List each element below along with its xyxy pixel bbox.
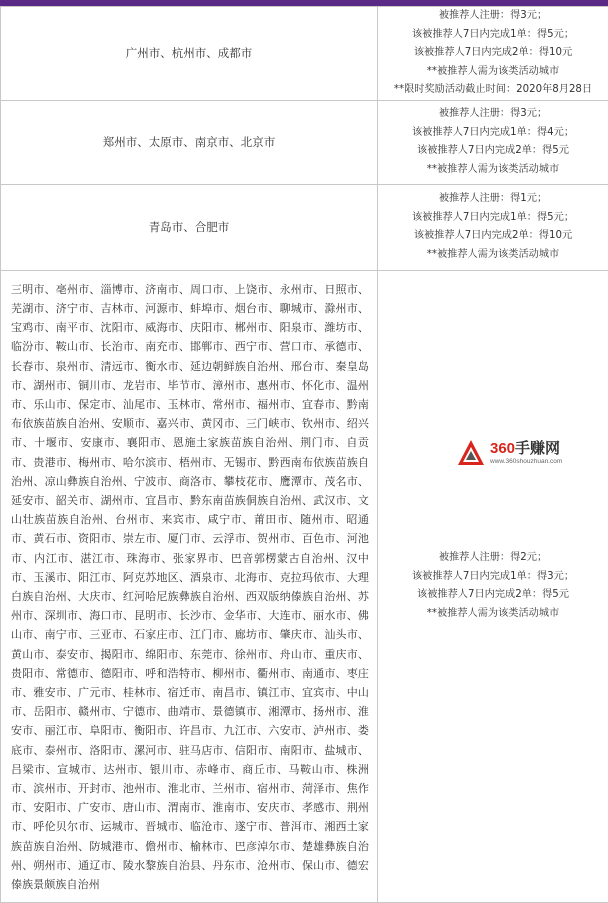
reward-line: 该被推荐人7日内完成2单：得10元 xyxy=(378,44,608,63)
reward-cell xyxy=(378,100,608,184)
reward-rules xyxy=(378,7,608,100)
reward-line: 被推荐人注册：得3元； xyxy=(378,7,608,26)
reward-cell xyxy=(378,7,608,101)
reward-rules xyxy=(378,190,608,264)
reward-line: 该被推荐人7日内完成2单：得5元 xyxy=(378,142,608,161)
triangle-logo-icon xyxy=(456,438,486,468)
city-cell xyxy=(1,270,378,902)
city-cell xyxy=(1,7,378,101)
reward-line: 被推荐人注册：得1元； xyxy=(378,190,608,209)
reward-cell xyxy=(378,270,608,902)
watermark-url: www.360shouzhuan.com xyxy=(490,457,562,466)
table-row xyxy=(1,184,608,270)
city-cell xyxy=(1,184,378,270)
reward-line: 该被推荐人7日内完成1单：得4元； xyxy=(378,124,608,143)
reward-line: **限时奖励活动截止时间：2020年8月28日 xyxy=(378,81,608,100)
reward-line: 该被推荐人7日内完成2单：得5元 xyxy=(378,586,608,605)
reward-rules xyxy=(378,105,608,179)
reward-line: 被推荐人注册：得3元； xyxy=(378,105,608,124)
site-watermark xyxy=(456,436,596,470)
reward-line: **被推荐人需为该类活动城市 xyxy=(378,246,608,265)
reward-line: 该被推荐人7日内完成1单：得5元； xyxy=(378,209,608,228)
reward-line: **被推荐人需为该类活动城市 xyxy=(378,161,608,180)
reward-line: 该被推荐人7日内完成1单：得3元； xyxy=(378,568,608,587)
table-row xyxy=(1,7,608,101)
reward-line: **被推荐人需为该类活动城市 xyxy=(378,63,608,82)
watermark-brand: 360手赚网 xyxy=(490,441,562,457)
reward-rules xyxy=(378,549,608,623)
city-group-1: 广州市、杭州市、成都市 xyxy=(1,45,377,61)
reward-line: 被推荐人注册：得2元； xyxy=(378,549,608,568)
reward-cell xyxy=(378,184,608,270)
table-row xyxy=(1,270,608,902)
city-group-3: 青岛市、合肥市 xyxy=(1,219,377,235)
reward-line: **被推荐人需为该类活动城市 xyxy=(378,605,608,624)
city-group-2: 郑州市、太原市、南京市、北京市 xyxy=(1,134,377,150)
reward-line: 该被推荐人7日内完成2单：得10元 xyxy=(378,227,608,246)
city-cell xyxy=(1,100,378,184)
table-row xyxy=(1,100,608,184)
city-group-4: 三明市、亳州市、淄博市、济南市、周口市、上饶市、永州市、日照市、芜湖市、济宁市、吉林市、河源市、蚌埠市、烟台市、聊城市、滁州市、宝鸡市、南平市、沈阳市、威海市、庆阳市、郴州市、阳泉市、潍坊市、临汾市、鞍山市、长治市、南充市、邯郸市、西宁市、营口市、承德市、长春市、泉州市、清远市、衡水市、延边朝鲜族自治州、邢台市、秦皇岛市、湖州市、铜川市、龙岩市、毕节市、漳州市、惠州市、怀化市、温州市、乐山市、保定市、汕尾市、玉林市、常州市、福州市、宜春市、黔南布依族苗族自治州、安顺市、嘉兴市、黄冈市、三门峡市、钦州市、绍兴市、十堰市、安康市、襄阳市、恩施土家族苗族自治州、荆门市、自贡市、贵港市、梅州市、哈尔滨市、梧州市、无锡市、黔西南布依族苗族自治州、凉山彝族自治州、宁波市、商洛市、攀枝花市、鹰潭市、茂名市、延安市、韶关市、湖州市、宜昌市、黔东南苗族侗族自治州、武汉市、文山壮族苗族自治州、台州市、来宾市、咸宁市、莆田市、随州市、昭通市、黄石市、资阳市、崇左市、厦门市、云浮市、贺州市、百色市、河池市、内江市、湛江市、珠海市、张家界市、巴音郭楞蒙古自治州、汉中市、玉溪市、阳江市、阿克苏地区、酒泉市、北海市、克拉玛依市、大理白族自治州、大庆市、红河哈尼族彝族自治州、西双版纳傣族自治州、苏州市、深圳市、海口市、昆明市、长沙市、金华市、大连市、丽水市、佛山市、南宁市、三亚市、石家庄市、江门市、廊坊市、肇庆市、汕头市、黄山市、泰安市、揭阳市、绵阳市、东莞市、徐州市、舟山市、重庆市、贵阳市、常德市、德阳市、呼和浩特市、柳州市、衢州市、南通市、枣庄市、雅安市、广元市、桂林市、宿迁市、南昌市、镇江市、宜宾市、中山市、岳阳市、赣州市、宁德市、曲靖市、景德镇市、湘潭市、扬州市、淮安市、丽江市、阜阳市、衡阳市、许昌市、九江市、六安市、泸州市、娄底市、泰州市、洛阳市、漯河市、驻马店市、信阳市、南阳市、盐城市、吕梁市、宣城市、达州市、银川市、赤峰市、商丘市、马鞍山市、株洲市、滨州市、开封市、池州市、淮北市、兰州市、宿州市、菏泽市、焦作市、安阳市、广安市、唐山市、渭南市、淮南市、安庆市、孝感市、荆州市、呼伦贝尔市、运城市、晋城市、临沧市、遂宁市、普洱市、湘西土家族苗族自治州、防城港市、儋州市、榆林市、巴彦淖尔市、楚雄彝族自治州、朔州市、通辽市、陵水黎族自治县、丹东市、沧州市、保山市、德宏傣族景颇族自治州 xyxy=(1,272,377,901)
reward-line: 该被推荐人7日内完成1单：得5元； xyxy=(378,26,608,45)
